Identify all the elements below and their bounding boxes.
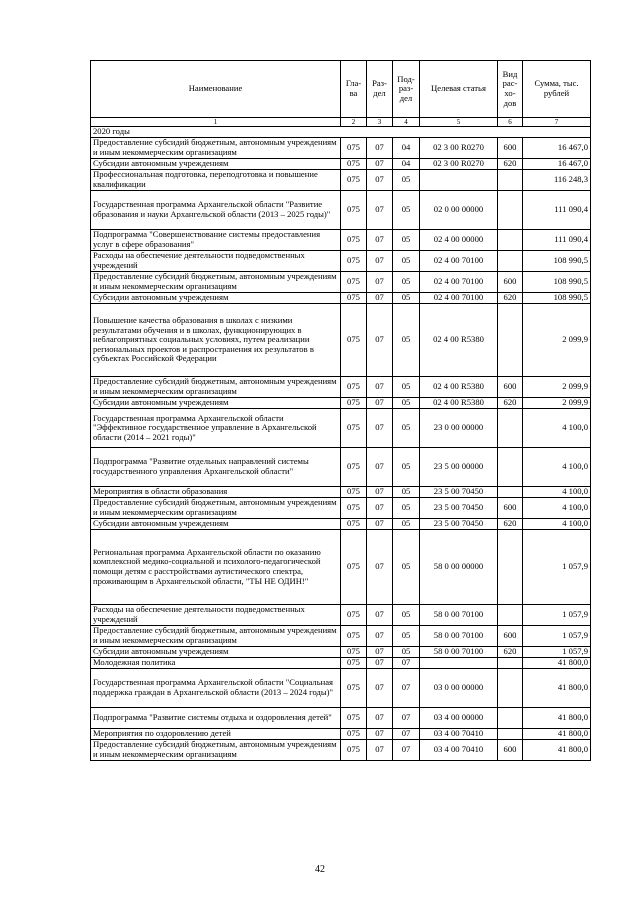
row-amount: 2 099,9: [523, 304, 591, 377]
row-chapter: 075: [341, 605, 367, 626]
row-expense-type: 600: [498, 272, 523, 293]
row-chapter: 075: [341, 740, 367, 761]
row-name: Подпрограмма "Развитие отдельных направлений системы государственного управления Архангельской области": [91, 448, 341, 487]
row-target: 03 4 00 00000: [420, 708, 498, 729]
row-target: 02 4 00 R5380: [420, 377, 498, 398]
row-chapter: 075: [341, 729, 367, 740]
row-name: Предоставление субсидий бюджетным, автономным учреждениям и иным некоммерческим организациям: [91, 138, 341, 159]
header-expense-type: Вид рас-хо-дов: [498, 61, 523, 118]
row-section: 07: [367, 377, 393, 398]
row-section: 07: [367, 626, 393, 647]
row-name: Субсидии автономным учреждениям: [91, 293, 341, 304]
row-chapter: 075: [341, 498, 367, 519]
header-amount: Сумма, тыс. рублей: [523, 61, 591, 118]
row-amount: 4 100,0: [523, 498, 591, 519]
row-target: 58 0 00 70100: [420, 626, 498, 647]
row-expense-type: 600: [498, 138, 523, 159]
row-target: 02 0 00 00000: [420, 191, 498, 230]
row-expense-type: [498, 230, 523, 251]
row-section: 07: [367, 138, 393, 159]
row-chapter: 075: [341, 170, 367, 191]
row-name: Государственная программа Архангельской области "Эффективное государственное управление в Архангельской области (2014 – 2021 годы)": [91, 409, 341, 448]
row-target: 02 4 00 R5380: [420, 304, 498, 377]
table-header-row: [91, 61, 591, 118]
table-row: [91, 658, 591, 669]
row-subsection: 05: [393, 647, 420, 658]
row-target: 58 0 00 70100: [420, 605, 498, 626]
row-amount: 108 990,5: [523, 251, 591, 272]
row-target: 02 4 00 00000: [420, 230, 498, 251]
row-target: 58 0 00 70100: [420, 647, 498, 658]
table-row: [91, 304, 591, 377]
row-name: Профессиональная подготовка, переподготовка и повышение квалификации: [91, 170, 341, 191]
row-chapter: 075: [341, 669, 367, 708]
row-target: 23 5 00 70450: [420, 487, 498, 498]
row-subsection: 05: [393, 191, 420, 230]
row-section: 07: [367, 398, 393, 409]
column-number: 3: [367, 118, 393, 127]
row-name: Государственная программа Архангельской области "Социальная поддержка граждан в Архангельской области (2013 – 2024 годы)": [91, 669, 341, 708]
row-amount: 1 057,9: [523, 647, 591, 658]
table-row: [91, 272, 591, 293]
row-name: Молодежная политика: [91, 658, 341, 669]
header-target: Целевая статья: [420, 61, 498, 118]
row-section: 07: [367, 669, 393, 708]
row-expense-type: [498, 170, 523, 191]
row-expense-type: [498, 729, 523, 740]
column-number: 6: [498, 118, 523, 127]
row-name: Мероприятия по оздоровлению детей: [91, 729, 341, 740]
row-section: 07: [367, 230, 393, 251]
table-row: [91, 519, 591, 530]
row-expense-type: [498, 530, 523, 605]
row-subsection: 05: [393, 377, 420, 398]
row-target: 23 5 00 70450: [420, 519, 498, 530]
row-name: Предоставление субсидий бюджетным, автономным учреждениям и иным некоммерческим организациям: [91, 498, 341, 519]
row-subsection: 05: [393, 530, 420, 605]
row-target: 02 3 00 R0270: [420, 159, 498, 170]
row-chapter: 075: [341, 293, 367, 304]
row-subsection: 05: [393, 251, 420, 272]
row-section: 07: [367, 708, 393, 729]
table-row: [91, 647, 591, 658]
row-amount: 41 800,0: [523, 740, 591, 761]
row-amount: 41 800,0: [523, 729, 591, 740]
row-chapter: 075: [341, 138, 367, 159]
row-section: 07: [367, 448, 393, 487]
row-section: 07: [367, 251, 393, 272]
row-target: 58 0 00 00000: [420, 530, 498, 605]
row-target: 02 4 00 70100: [420, 251, 498, 272]
row-chapter: 075: [341, 230, 367, 251]
row-chapter: 075: [341, 159, 367, 170]
row-name: Расходы на обеспечение деятельности подведомственных учреждений: [91, 605, 341, 626]
row-expense-type: 620: [498, 293, 523, 304]
row-section: 07: [367, 487, 393, 498]
row-amount: 108 990,5: [523, 272, 591, 293]
row-subsection: 07: [393, 729, 420, 740]
row-target: 23 5 00 70450: [420, 498, 498, 519]
row-amount: 41 800,0: [523, 669, 591, 708]
table-row: [91, 230, 591, 251]
row-expense-type: [498, 487, 523, 498]
row-name: Расходы на обеспечение деятельности подведомственных учреждений: [91, 251, 341, 272]
row-amount: 41 800,0: [523, 658, 591, 669]
row-subsection: 04: [393, 159, 420, 170]
row-amount: 16 467,0: [523, 138, 591, 159]
row-expense-type: [498, 409, 523, 448]
row-target: 03 4 00 70410: [420, 740, 498, 761]
row-name: Предоставление субсидий бюджетным, автономным учреждениям и иным некоммерческим организациям: [91, 626, 341, 647]
row-subsection: 07: [393, 708, 420, 729]
row-expense-type: 620: [498, 519, 523, 530]
row-expense-type: 620: [498, 647, 523, 658]
table-row: [91, 409, 591, 448]
row-chapter: 075: [341, 708, 367, 729]
row-subsection: 05: [393, 304, 420, 377]
row-section: 07: [367, 729, 393, 740]
row-subsection: 05: [393, 626, 420, 647]
row-expense-type: [498, 191, 523, 230]
row-amount: 116 248,3: [523, 170, 591, 191]
row-section: 07: [367, 159, 393, 170]
row-amount: 2 099,9: [523, 398, 591, 409]
row-amount: 4 100,0: [523, 409, 591, 448]
row-chapter: 075: [341, 191, 367, 230]
row-target: 23 0 00 00000: [420, 409, 498, 448]
row-amount: 4 100,0: [523, 487, 591, 498]
row-expense-type: 600: [498, 740, 523, 761]
row-subsection: 04: [393, 138, 420, 159]
row-target: 02 4 00 70100: [420, 293, 498, 304]
row-chapter: 075: [341, 398, 367, 409]
row-amount: 111 090,4: [523, 191, 591, 230]
row-section: 07: [367, 170, 393, 191]
header-subsection: Под-раз-дел: [393, 61, 420, 118]
row-name: Государственная программа Архангельской области "Развитие образования и науки Архангельской области (2013 – 2025 годы)": [91, 191, 341, 230]
row-amount: 1 057,9: [523, 626, 591, 647]
row-chapter: 075: [341, 647, 367, 658]
row-target: 02 4 00 70100: [420, 272, 498, 293]
row-subsection: 05: [393, 398, 420, 409]
row-chapter: 075: [341, 304, 367, 377]
row-subsection: 05: [393, 487, 420, 498]
header-chapter: Гла-ва: [341, 61, 367, 118]
table-row: [91, 251, 591, 272]
row-subsection: 05: [393, 605, 420, 626]
table-row: [91, 398, 591, 409]
table-row: [91, 159, 591, 170]
row-subsection: 05: [393, 272, 420, 293]
row-expense-type: 600: [498, 498, 523, 519]
row-subsection: 07: [393, 740, 420, 761]
row-amount: 2 099,9: [523, 377, 591, 398]
table-row: [91, 669, 591, 708]
row-amount: 1 057,9: [523, 530, 591, 605]
row-amount: 4 100,0: [523, 448, 591, 487]
table-row: [91, 498, 591, 519]
row-subsection: 05: [393, 293, 420, 304]
row-section: 07: [367, 519, 393, 530]
row-name: Региональная программа Архангельской области по оказанию комплексной медико-социальной и психолого-педагогической помощи детям с расстройствами аутистического спектра, проживающим в Архангельской области, "ТЫ НЕ ОДИН!": [91, 530, 341, 605]
row-chapter: 075: [341, 530, 367, 605]
table-row: [91, 293, 591, 304]
row-section: 07: [367, 191, 393, 230]
row-amount: 16 467,0: [523, 159, 591, 170]
page-number: 42: [315, 864, 325, 875]
row-chapter: 075: [341, 377, 367, 398]
row-subsection: 05: [393, 170, 420, 191]
table-row: [91, 170, 591, 191]
row-chapter: 075: [341, 519, 367, 530]
row-section: 07: [367, 647, 393, 658]
table-row: [91, 605, 591, 626]
column-number: 1: [91, 118, 341, 127]
column-number-row: [91, 118, 591, 127]
column-number: 2: [341, 118, 367, 127]
table-row: [91, 448, 591, 487]
table-row: [91, 487, 591, 498]
table-row: [91, 708, 591, 729]
row-name: Субсидии автономным учреждениям: [91, 159, 341, 170]
row-target: 02 4 00 R5380: [420, 398, 498, 409]
row-amount: 1 057,9: [523, 605, 591, 626]
row-target: 03 0 00 00000: [420, 669, 498, 708]
budget-table: [90, 60, 591, 761]
row-chapter: 075: [341, 272, 367, 293]
row-chapter: 075: [341, 626, 367, 647]
row-name: Субсидии автономным учреждениям: [91, 398, 341, 409]
column-number: 4: [393, 118, 420, 127]
header-name: Наименование: [91, 61, 341, 118]
row-target: 02 3 00 R0270: [420, 138, 498, 159]
column-number: 7: [523, 118, 591, 127]
row-chapter: 075: [341, 448, 367, 487]
table-row: [91, 729, 591, 740]
row-expense-type: [498, 658, 523, 669]
row-section: 07: [367, 272, 393, 293]
table-row: [91, 138, 591, 159]
row-amount: 4 100,0: [523, 519, 591, 530]
row-name: Субсидии автономным учреждениям: [91, 519, 341, 530]
row-amount: 108 990,5: [523, 293, 591, 304]
row-subsection: 05: [393, 409, 420, 448]
row-name: Предоставление субсидий бюджетным, автономным учреждениям и иным некоммерческим организациям: [91, 272, 341, 293]
row-target: 23 5 00 00000: [420, 448, 498, 487]
row-expense-type: [498, 448, 523, 487]
row-expense-type: 600: [498, 377, 523, 398]
row-section: 07: [367, 498, 393, 519]
row-expense-type: [498, 251, 523, 272]
column-number: 5: [420, 118, 498, 127]
table-row: [91, 740, 591, 761]
row-expense-type: 600: [498, 626, 523, 647]
row-name: Подпрограмма "Совершенствование системы предоставления услуг в сфере образования": [91, 230, 341, 251]
row-subsection: 07: [393, 669, 420, 708]
row-section: 07: [367, 658, 393, 669]
row-section: 07: [367, 409, 393, 448]
row-expense-type: 620: [498, 159, 523, 170]
row-expense-type: [498, 605, 523, 626]
row-name: Повышение качества образования в школах с низкими результатами обучения и в школах, функционирующих в неблагоприятных социальных условиях, путем реализации региональных проектов и распространения их результатов в субъектах Российской Федерации: [91, 304, 341, 377]
row-section: 07: [367, 605, 393, 626]
row-name: Мероприятия в области образования: [91, 487, 341, 498]
row-section: 07: [367, 293, 393, 304]
row-target: 03 4 00 70410: [420, 729, 498, 740]
row-name: Субсидии автономным учреждениям: [91, 647, 341, 658]
row-section: 07: [367, 740, 393, 761]
table-row: [91, 377, 591, 398]
row-subsection: 05: [393, 448, 420, 487]
row-section: 07: [367, 304, 393, 377]
row-subsection: 05: [393, 230, 420, 251]
row-amount: 111 090,4: [523, 230, 591, 251]
row-chapter: 075: [341, 409, 367, 448]
row-chapter: 075: [341, 251, 367, 272]
row-expense-type: [498, 304, 523, 377]
header-section: Раз-дел: [367, 61, 393, 118]
row-name: Предоставление субсидий бюджетным, автономным учреждениям и иным некоммерческим организациям: [91, 740, 341, 761]
row-section: 07: [367, 530, 393, 605]
row-subsection: 05: [393, 498, 420, 519]
row-name: Подпрограмма "Развитие системы отдыха и оздоровления детей": [91, 708, 341, 729]
year-label: 2020 годы: [91, 127, 591, 138]
row-chapter: 075: [341, 658, 367, 669]
row-amount: 41 800,0: [523, 708, 591, 729]
row-chapter: 075: [341, 487, 367, 498]
row-target: [420, 170, 498, 191]
row-expense-type: [498, 708, 523, 729]
table-row: [91, 191, 591, 230]
table-row: [91, 626, 591, 647]
row-target: [420, 658, 498, 669]
row-subsection: 07: [393, 658, 420, 669]
table-row: [91, 530, 591, 605]
row-expense-type: 620: [498, 398, 523, 409]
row-name: Предоставление субсидий бюджетным, автономным учреждениям и иным некоммерческим организациям: [91, 377, 341, 398]
year-row: [91, 127, 591, 138]
row-subsection: 05: [393, 519, 420, 530]
row-expense-type: [498, 669, 523, 708]
